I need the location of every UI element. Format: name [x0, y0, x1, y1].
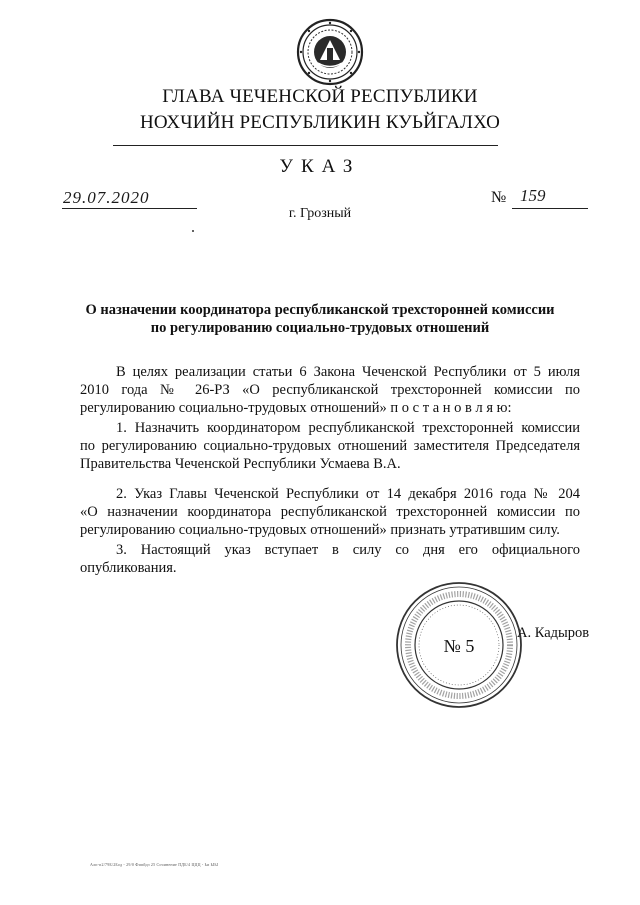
- paragraph-line: 1. Назначить координатором республиканской трехсторонней комиссии: [116, 420, 580, 436]
- stray-mark: [192, 230, 194, 232]
- document-subject: [60, 301, 580, 337]
- subject-line: О назначении координатора республиканской трехсторонней комиссии: [85, 302, 555, 318]
- footer-code: Алп-п2/79Б/2Бод - 29/0 Фипйдз 25 Сочинение ПДБ/4 ЦЦЦ - Ьи ЫЫ: [90, 862, 219, 867]
- paragraph-line: по регулированию социально-трудовых отношений заместителя Председателя: [80, 438, 580, 454]
- document-date: 29.07.2020: [63, 188, 150, 207]
- coat-of-arms-icon: [296, 18, 364, 86]
- paragraph-line: опубликования.: [80, 560, 177, 576]
- clause-3-paragraph: [80, 541, 580, 577]
- paragraph-line: «О назначении координатора республиканской трехсторонней комиссии по: [80, 504, 580, 520]
- org-name-chechen: НОХЧИЙН РЕСПУБЛИКИН КУЬЙГАЛХО: [139, 112, 501, 133]
- document-title: УКАЗ: [279, 156, 361, 177]
- paragraph-line: 3. Настоящий указ вступает в силу со дня его официального: [116, 542, 580, 558]
- header-divider: [113, 145, 498, 146]
- paragraph-line: В целях реализации статьи 6 Закона Чеченской Республики от 5 июля: [116, 364, 580, 380]
- paragraph-line: 2. Указ Главы Чеченской Республики от 14 декабря 2016 года № 204: [116, 486, 580, 502]
- paragraph-line: регулированию социально-трудовых отношений» п о с т а н о в л я ю:: [80, 400, 512, 416]
- clause-2-paragraph: [80, 485, 580, 539]
- paragraph-line: 2010 года № 26-РЗ «О республиканской трехсторонней комиссии по: [80, 382, 580, 398]
- document-city: г. Грозный: [288, 206, 352, 221]
- clause-1-paragraph: [80, 419, 580, 473]
- subject-line: по регулированию социально-трудовых отношений: [150, 320, 490, 336]
- seal-number: № 5: [443, 636, 475, 656]
- number-sign: №: [491, 189, 507, 206]
- org-name-russian: ГЛАВА ЧЕЧЕНСКОЙ РЕСПУБЛИКИ: [162, 86, 478, 107]
- paragraph-line: Правительства Чеченской Республики Усмаева В.А.: [80, 456, 401, 472]
- paragraph-line: регулированию социально-трудовых отношений» признать утратившим силу.: [80, 522, 560, 538]
- preamble-paragraph: [80, 363, 580, 417]
- official-seal: [394, 580, 524, 710]
- document-number: 159: [520, 186, 546, 205]
- signatory-name: А. Кадыров: [517, 625, 590, 641]
